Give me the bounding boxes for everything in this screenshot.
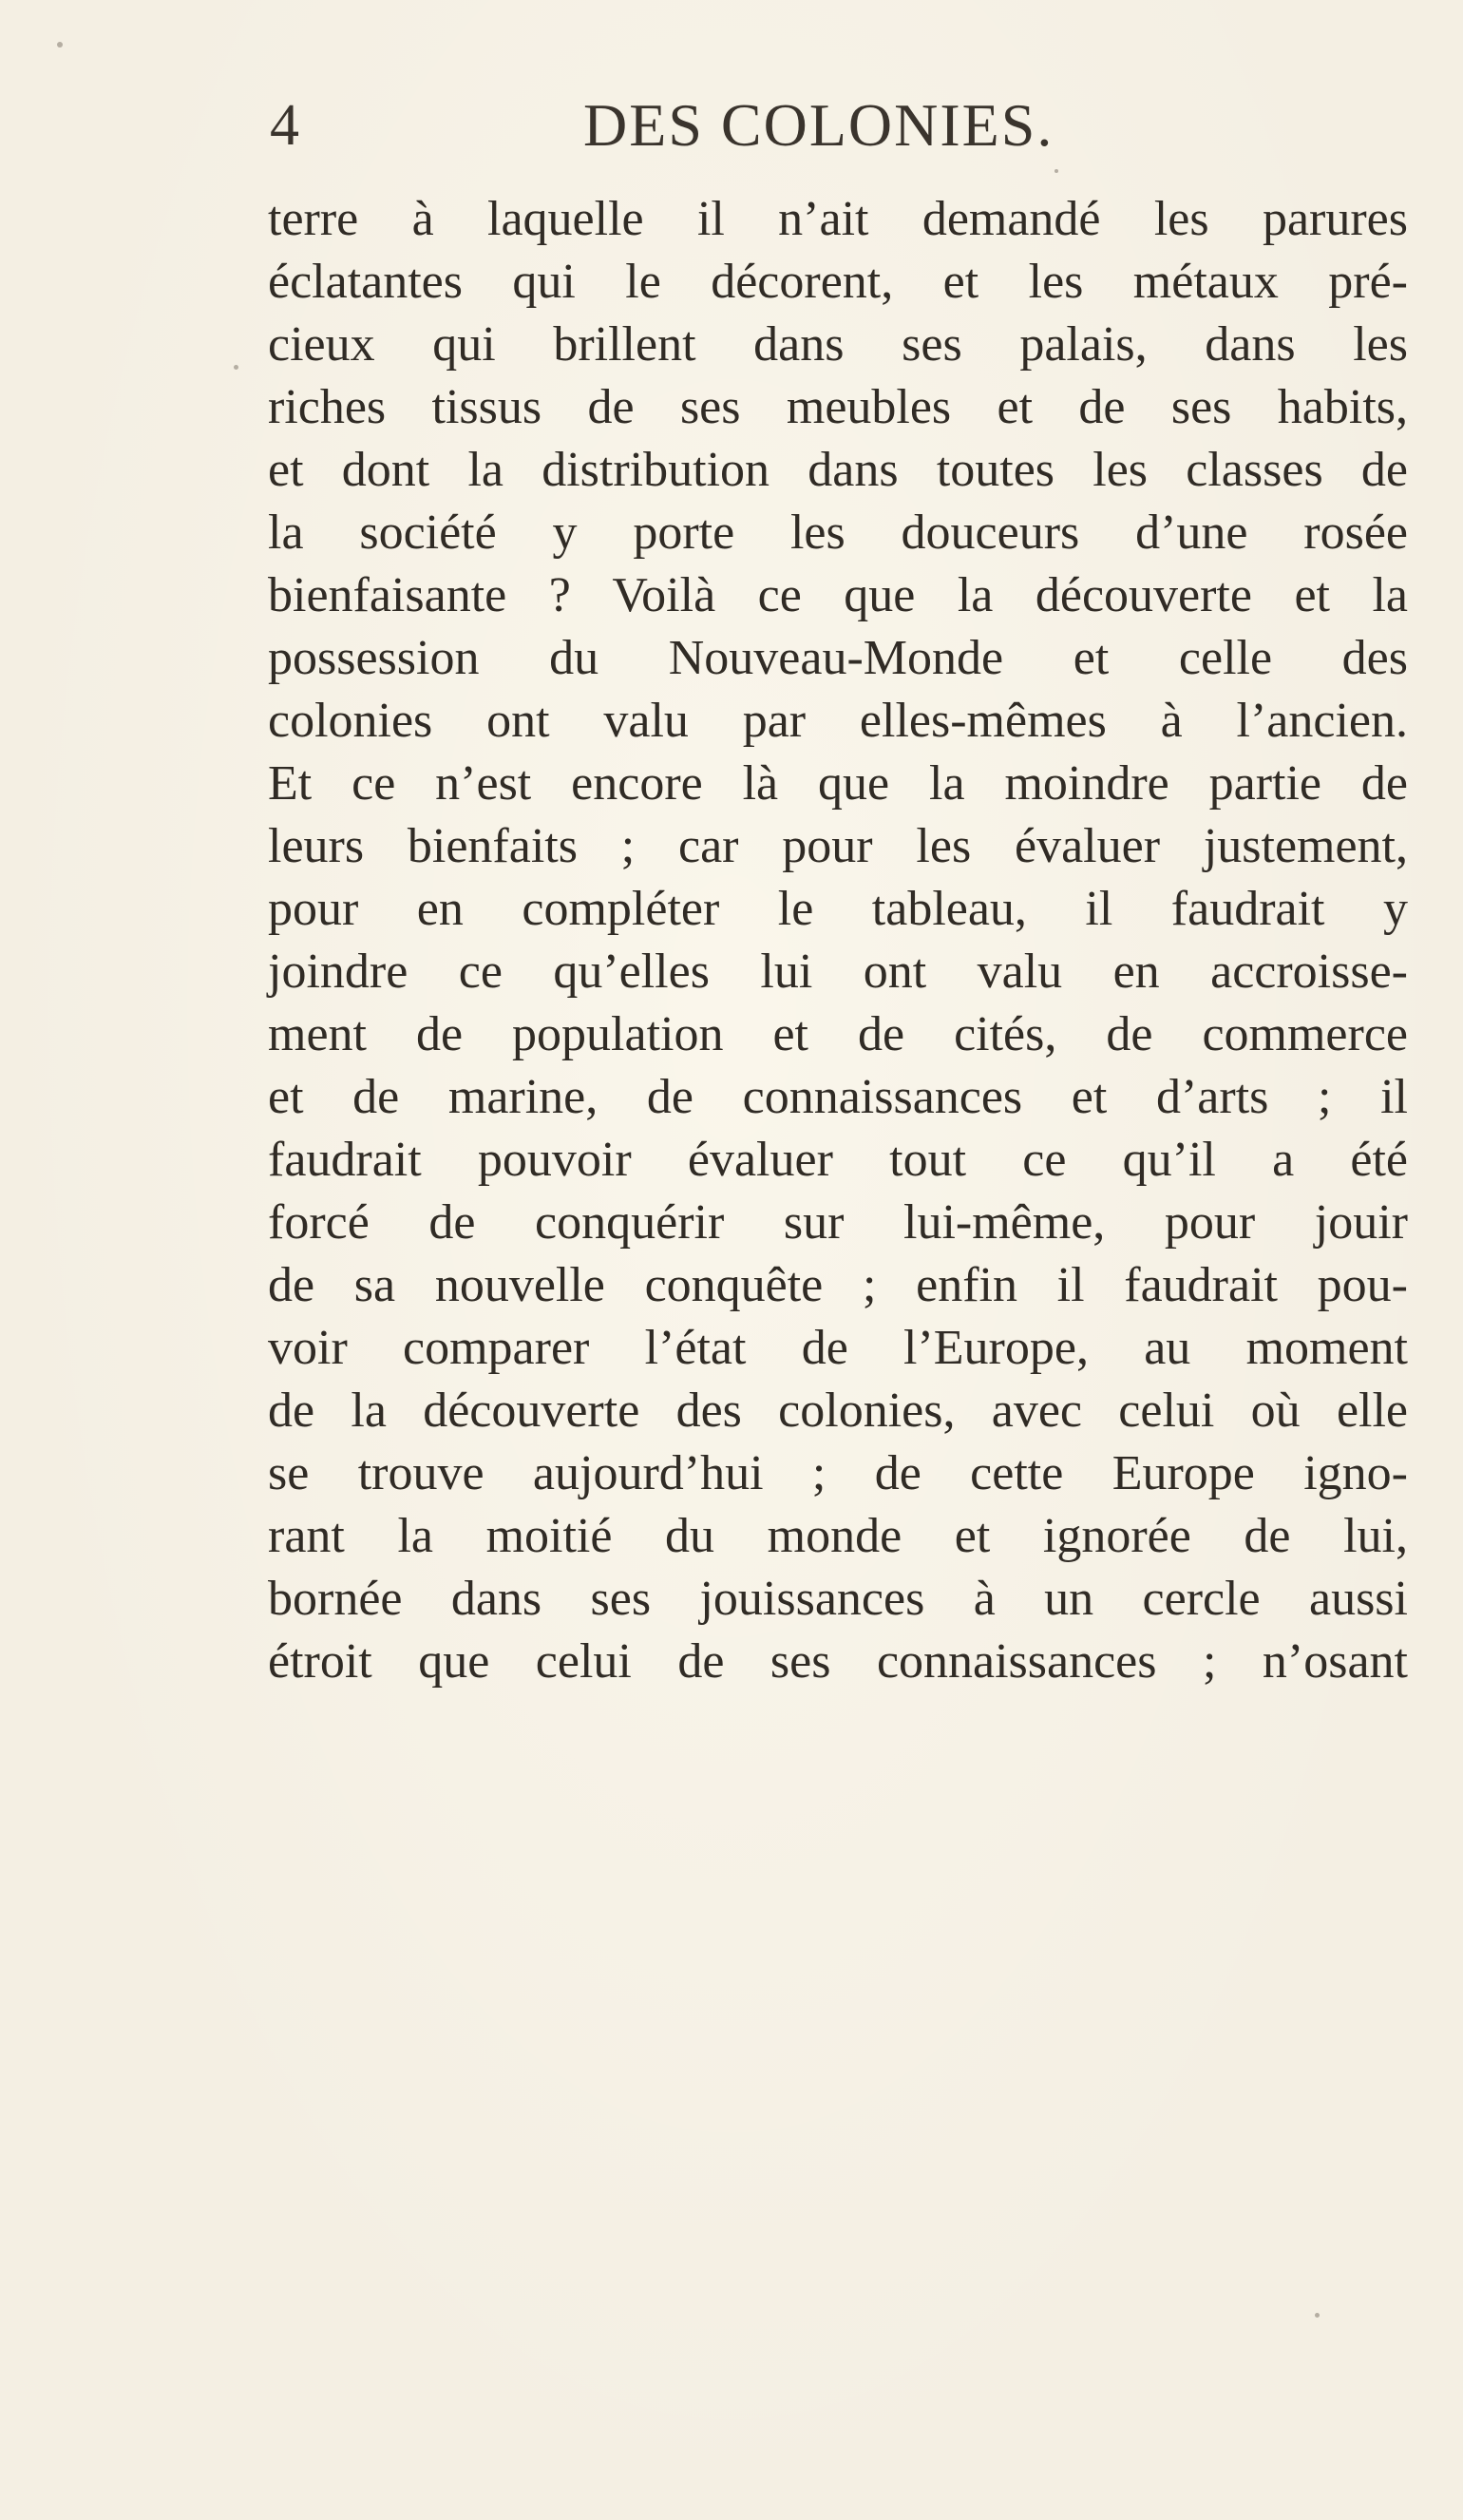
- paper-speck: [234, 365, 238, 370]
- text-line: terre à laquelle il n’ait demandé les parures: [268, 192, 1408, 246]
- text-line: cieux qui brillent dans ses palais, dans les: [268, 317, 1408, 372]
- text-line: possession du Nouveau-Monde et celle des: [268, 631, 1408, 685]
- text-line: pour en compléter le tableau, il faudrait y: [268, 882, 1408, 936]
- paper-speck: [1315, 2313, 1320, 2318]
- text-line: voir comparer l’état de l’Europe, au moment: [268, 1321, 1408, 1375]
- text-line: de la découverte des colonies, avec celui où elle: [268, 1384, 1408, 1438]
- text-line: et de marine, de connaissances et d’arts ; il: [268, 1070, 1408, 1124]
- text-line: bienfaisante ? Voilà ce que la découverte et la: [268, 568, 1408, 622]
- text-line: éclatantes qui le décorent, et les métaux pré-: [268, 255, 1408, 309]
- running-title: DES COLONIES.: [583, 91, 1054, 159]
- text-line: de sa nouvelle conquête ; enfin il faudrait pou-: [268, 1258, 1408, 1312]
- paper-speck: [57, 42, 63, 48]
- page-number: 4: [270, 93, 299, 158]
- text-line: et dont la distribution dans toutes les classes de: [268, 443, 1408, 497]
- text-line: colonies ont valu par elles-mêmes à l’ancien.: [268, 694, 1408, 748]
- text-line: se trouve aujourd’hui ; de cette Europe igno-: [268, 1446, 1408, 1500]
- text-line: riches tissus de ses meubles et de ses habits,: [268, 380, 1408, 434]
- text-line: bornée dans ses jouissances à un cercle aussi: [268, 1572, 1408, 1626]
- text-line: étroit que celui de ses connaissances ; n’osant: [268, 1634, 1408, 1689]
- text-line: joindre ce qu’elles lui ont valu en accroisse-: [268, 945, 1408, 999]
- text-line: faudrait pouvoir évaluer tout ce qu’il a été: [268, 1133, 1408, 1187]
- text-line: ment de population et de cités, de commerce: [268, 1007, 1408, 1061]
- text-line: Et ce n’est encore là que la moindre partie de: [268, 756, 1408, 811]
- text-line: rant la moitié du monde et ignorée de lui,: [268, 1509, 1408, 1563]
- running-head: [270, 87, 1410, 163]
- text-line: la société y porte les douceurs d’une rosée: [268, 506, 1408, 560]
- body-text: [268, 188, 1408, 1693]
- paper-speck: [1054, 169, 1058, 173]
- text-line: forcé de conquérir sur lui-même, pour jouir: [268, 1195, 1408, 1250]
- text-line: leurs bienfaits ; car pour les évaluer justement,: [268, 819, 1408, 873]
